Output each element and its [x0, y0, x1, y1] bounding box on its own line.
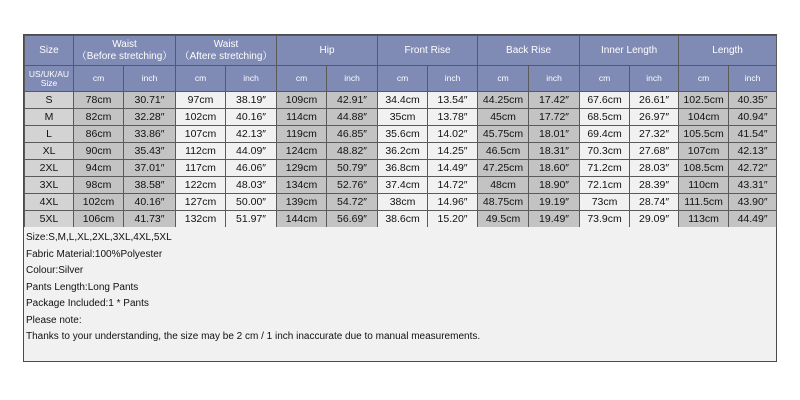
inch-value-cell: 48.82″ [327, 143, 378, 160]
inch-value-cell: 43.31″ [729, 177, 777, 194]
cm-value-cell: 73.9cm [580, 211, 630, 228]
unit-cm-header: cm [277, 66, 327, 92]
cm-value-cell: 114cm [277, 109, 327, 126]
inch-value-cell: 56.69″ [327, 211, 378, 228]
cm-value-cell: 69.4cm [580, 126, 630, 143]
cm-value-cell: 108.5cm [679, 160, 729, 177]
cm-value-cell: 71.2cm [580, 160, 630, 177]
inch-value-cell: 38.19″ [226, 92, 277, 109]
cm-value-cell: 124cm [277, 143, 327, 160]
table-row [25, 109, 777, 126]
size-cell: 2XL [25, 160, 74, 177]
cm-value-cell: 49.5cm [478, 211, 529, 228]
cm-value-cell: 129cm [277, 160, 327, 177]
cm-value-cell: 34.4cm [378, 92, 428, 109]
note-line: Please note: [26, 314, 82, 326]
table-row [25, 126, 777, 143]
size-table [24, 35, 777, 228]
inch-value-cell: 28.03″ [630, 160, 679, 177]
inch-value-cell: 50.00″ [226, 194, 277, 211]
inch-value-cell: 40.94″ [729, 109, 777, 126]
cm-value-cell: 117cm [176, 160, 226, 177]
cm-value-cell: 139cm [277, 194, 327, 211]
inch-value-cell: 18.60″ [529, 160, 580, 177]
size-region-header [25, 66, 74, 92]
inch-value-cell: 38.58″ [124, 177, 176, 194]
inch-value-cell: 13.78″ [428, 109, 478, 126]
column-header-size: Size [25, 36, 74, 66]
unit-inch-header: inch [226, 66, 277, 92]
cm-value-cell: 106cm [74, 211, 124, 228]
cm-value-cell: 97cm [176, 92, 226, 109]
inch-value-cell: 37.01″ [124, 160, 176, 177]
inch-value-cell: 18.90″ [529, 177, 580, 194]
cm-value-cell: 45.75cm [478, 126, 529, 143]
inch-value-cell: 28.39″ [630, 177, 679, 194]
table-row [25, 160, 777, 177]
cm-value-cell: 36.2cm [378, 143, 428, 160]
cm-value-cell: 122cm [176, 177, 226, 194]
cm-value-cell: 113cm [679, 211, 729, 228]
cm-value-cell: 94cm [74, 160, 124, 177]
cm-value-cell: 67.6cm [580, 92, 630, 109]
unit-cm-header: cm [478, 66, 529, 92]
inch-value-cell: 17.72″ [529, 109, 580, 126]
cm-value-cell: 47.25cm [478, 160, 529, 177]
cm-value-cell: 109cm [277, 92, 327, 109]
table-row [25, 194, 777, 211]
inch-value-cell: 30.71″ [124, 92, 176, 109]
inch-value-cell: 42.13″ [729, 143, 777, 160]
cm-value-cell: 90cm [74, 143, 124, 160]
inch-value-cell: 27.32″ [630, 126, 679, 143]
unit-inch-header: inch [729, 66, 777, 92]
inch-value-cell: 35.43″ [124, 143, 176, 160]
unit-inch-header: inch [529, 66, 580, 92]
size-chart [23, 34, 777, 362]
cm-value-cell: 35cm [378, 109, 428, 126]
cm-value-cell: 107cm [679, 143, 729, 160]
inch-value-cell: 27.68″ [630, 143, 679, 160]
cm-value-cell: 68.5cm [580, 109, 630, 126]
inch-value-cell: 14.02″ [428, 126, 478, 143]
column-header-hip: Hip [277, 36, 378, 66]
cm-value-cell: 111.5cm [679, 194, 729, 211]
cm-value-cell: 35.6cm [378, 126, 428, 143]
inch-value-cell: 51.97″ [226, 211, 277, 228]
unit-row [25, 66, 777, 92]
inch-value-cell: 14.49″ [428, 160, 478, 177]
inch-value-cell: 17.42″ [529, 92, 580, 109]
inch-value-cell: 15.20″ [428, 211, 478, 228]
inch-value-cell: 18.31″ [529, 143, 580, 160]
inch-value-cell: 26.61″ [630, 92, 679, 109]
inch-value-cell: 14.96″ [428, 194, 478, 211]
header-row [25, 36, 777, 66]
size-cell: 3XL [25, 177, 74, 194]
header-line: （Aftere stretching） [179, 50, 273, 62]
column-header-length: Length [679, 36, 777, 66]
cm-value-cell: 78cm [74, 92, 124, 109]
size-cell: XL [25, 143, 74, 160]
inch-value-cell: 40.16″ [124, 194, 176, 211]
inch-value-cell: 42.91″ [327, 92, 378, 109]
size-cell: 4XL [25, 194, 74, 211]
cm-value-cell: 86cm [74, 126, 124, 143]
inch-value-cell: 50.79″ [327, 160, 378, 177]
cm-value-cell: 98cm [74, 177, 124, 194]
inch-value-cell: 32.28″ [124, 109, 176, 126]
cm-value-cell: 102cm [74, 194, 124, 211]
cm-value-cell: 37.4cm [378, 177, 428, 194]
note-line: Thanks to your understanding, the size may be 2 cm / 1 inch inaccurate due to manual measurements. [26, 331, 481, 342]
cm-value-cell: 36.8cm [378, 160, 428, 177]
unit-cm-header: cm [378, 66, 428, 92]
note-line: Colour:Silver [26, 265, 84, 276]
cm-value-cell: 73cm [580, 194, 630, 211]
inch-value-cell: 46.85″ [327, 126, 378, 143]
cm-value-cell: 134cm [277, 177, 327, 194]
inch-value-cell: 54.72″ [327, 194, 378, 211]
column-header-front-rise: Front Rise [378, 36, 478, 66]
inch-value-cell: 28.74″ [630, 194, 679, 211]
inch-value-cell: 18.01″ [529, 126, 580, 143]
column-header-inner-length: Inner Length [580, 36, 679, 66]
cm-value-cell: 48.75cm [478, 194, 529, 211]
note-line: Package Included:1 * Pants [26, 298, 149, 309]
inch-value-cell: 41.73″ [124, 211, 176, 228]
inch-value-cell: 19.49″ [529, 211, 580, 228]
cm-value-cell: 46.5cm [478, 143, 529, 160]
inch-value-cell: 42.72″ [729, 160, 777, 177]
size-cell: M [25, 109, 74, 126]
inch-value-cell: 14.25″ [428, 143, 478, 160]
unit-inch-header: inch [327, 66, 378, 92]
cm-value-cell: 82cm [74, 109, 124, 126]
table-row [25, 92, 777, 109]
cm-value-cell: 104cm [679, 109, 729, 126]
table-row [25, 211, 777, 228]
cm-value-cell: 48cm [478, 177, 529, 194]
inch-value-cell: 44.09″ [226, 143, 277, 160]
unit-inch-header: inch [428, 66, 478, 92]
inch-value-cell: 52.76″ [327, 177, 378, 194]
cm-value-cell: 102.5cm [679, 92, 729, 109]
column-header-back-rise: Back Rise [478, 36, 580, 66]
cm-value-cell: 45cm [478, 109, 529, 126]
size-cell: S [25, 92, 74, 109]
header-line: Size [40, 77, 58, 88]
cm-value-cell: 110cm [679, 177, 729, 194]
header-line: US/UK/AU [28, 68, 70, 79]
note-line: Pants Length:Long Pants [26, 281, 139, 293]
table-row [25, 143, 777, 160]
size-cell: L [25, 126, 74, 143]
size-cell: 5XL [25, 211, 74, 228]
cm-value-cell: 105.5cm [679, 126, 729, 143]
cm-value-cell: 102cm [176, 109, 226, 126]
cm-value-cell: 127cm [176, 194, 226, 211]
header-line: Waist [112, 38, 137, 50]
unit-inch-header: inch [124, 66, 176, 92]
header-line: Waist [213, 38, 239, 50]
inch-value-cell: 33.86″ [124, 126, 176, 143]
unit-inch-header: inch [630, 66, 679, 92]
cm-value-cell: 44.25cm [478, 92, 529, 109]
column-header-waist-after [176, 36, 277, 66]
cm-value-cell: 107cm [176, 126, 226, 143]
inch-value-cell: 48.03″ [226, 177, 277, 194]
cm-value-cell: 38cm [378, 194, 428, 211]
inch-value-cell: 26.97″ [630, 109, 679, 126]
cm-value-cell: 112cm [176, 143, 226, 160]
inch-value-cell: 41.54″ [729, 126, 777, 143]
cm-value-cell: 132cm [176, 211, 226, 228]
table-body [25, 92, 777, 228]
cm-value-cell: 119cm [277, 126, 327, 143]
unit-cm-header: cm [679, 66, 729, 92]
inch-value-cell: 40.35″ [729, 92, 777, 109]
cm-value-cell: 70.3cm [580, 143, 630, 160]
inch-value-cell: 42.13″ [226, 126, 277, 143]
cm-value-cell: 72.1cm [580, 177, 630, 194]
cm-value-cell: 38.6cm [378, 211, 428, 228]
inch-value-cell: 44.49″ [729, 211, 777, 228]
inch-value-cell: 14.72″ [428, 177, 478, 194]
inch-value-cell: 19.19″ [529, 194, 580, 211]
inch-value-cell: 29.09″ [630, 211, 679, 228]
inch-value-cell: 40.16″ [226, 109, 277, 126]
unit-cm-header: cm [580, 66, 630, 92]
table-row [25, 177, 777, 194]
inch-value-cell: 13.54″ [428, 92, 478, 109]
cm-value-cell: 144cm [277, 211, 327, 228]
inch-value-cell: 44.88″ [327, 109, 378, 126]
column-header-waist-before [74, 36, 176, 66]
note-line: Size:S,M,L,XL,2XL,3XL,4XL,5XL [26, 232, 172, 243]
unit-cm-header: cm [176, 66, 226, 92]
unit-cm-header: cm [74, 66, 124, 92]
inch-value-cell: 46.06″ [226, 160, 277, 177]
inch-value-cell: 43.90″ [729, 194, 777, 211]
note-line: Fabric Material:100%Polyester [26, 248, 163, 260]
product-notes [24, 227, 776, 361]
header-line: （Before stretching） [76, 50, 173, 62]
